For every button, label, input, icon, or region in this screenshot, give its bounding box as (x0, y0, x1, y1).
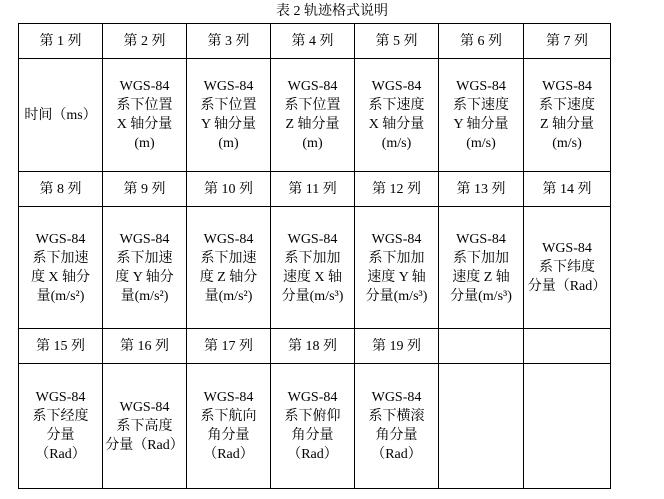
description-row (19, 59, 611, 172)
description-line: 系下加速 (116, 250, 173, 266)
description-cell (103, 364, 187, 489)
description-line: (m) (218, 136, 239, 151)
description-line: WGS-84 (287, 231, 338, 247)
description-line: X 轴分量 (368, 117, 425, 132)
description-line: 分量（Rad） (527, 279, 607, 294)
description-line: （Rad） (35, 447, 86, 462)
description-line: (m/s) (466, 136, 496, 151)
column-header-cell: 第 13 列 (439, 172, 524, 207)
description-line: Y 轴分量 (453, 117, 509, 132)
description-line: WGS-84 (542, 79, 592, 94)
column-header-cell: 第 4 列 (271, 24, 355, 59)
description-cell (19, 364, 103, 489)
description-line: 角分量 (207, 428, 250, 443)
description-line: 分量(m/s³) (281, 288, 344, 304)
description-line: 速度 Y 轴 (367, 269, 426, 285)
description-line: WGS-84 (287, 390, 338, 405)
description-line: Z 轴分量 (285, 117, 340, 132)
header-row (19, 24, 611, 59)
description-cell (19, 207, 103, 329)
description-line: WGS-84 (35, 390, 86, 405)
description-line: 速度 X 轴 (282, 269, 343, 285)
column-header-cell: 第 2 列 (103, 24, 187, 59)
description-row (19, 364, 611, 489)
column-header-cell: 第 3 列 (187, 24, 271, 59)
description-line: (m/s) (381, 136, 412, 151)
description-line: 时间（ms） (24, 107, 97, 123)
description-line: 度 Z 轴分 (199, 269, 258, 285)
description-line: WGS-84 (371, 231, 422, 247)
description-line: WGS-84 (119, 231, 170, 247)
column-header-cell: 第 10 列 (187, 172, 271, 207)
description-cell (187, 59, 271, 172)
description-line: 系下加加 (284, 250, 341, 266)
description-line: 系下航向 (200, 409, 257, 424)
description-line: (m) (302, 136, 323, 151)
description-line: 系下位置 (116, 98, 173, 113)
column-header-cell: 第 7 列 (524, 24, 611, 59)
description-line: 系下加速 (200, 250, 257, 266)
description-line: 分量（Rad） (105, 437, 184, 453)
description-cell (439, 59, 524, 172)
description-cell (103, 207, 187, 329)
description-line: WGS-84 (203, 231, 254, 247)
column-header-cell: 第 17 列 (187, 329, 271, 364)
description-line: 系下纬度 (539, 260, 595, 275)
description-line: 系下速度 (539, 98, 595, 113)
column-header-cell: 第 11 列 (271, 172, 355, 207)
description-line: 角分量 (291, 428, 334, 443)
description-line: X 轴分量 (116, 117, 173, 132)
description-line: WGS-84 (287, 79, 338, 94)
description-line: 量(m/s²) (120, 288, 169, 304)
description-cell (271, 207, 355, 329)
description-line: WGS-84 (456, 79, 506, 94)
description-line: Z 轴分量 (539, 117, 595, 132)
description-line: Y 轴分量 (200, 117, 257, 132)
column-header-cell: 第 15 列 (19, 329, 103, 364)
description-line: 角分量 (375, 428, 418, 443)
description-cell (439, 207, 524, 329)
description-cell (524, 207, 611, 329)
description-cell (271, 59, 355, 172)
description-line: WGS-84 (35, 231, 86, 247)
description-line: 系下速度 (453, 98, 509, 113)
description-line: 系下位置 (284, 98, 341, 113)
trajectory-format-table (18, 23, 611, 489)
description-line: 系下加加 (453, 250, 509, 266)
description-line: WGS-84 (203, 79, 254, 94)
description-line: （Rad） (203, 447, 254, 462)
description-line: 分量(m/s³) (450, 288, 512, 304)
description-cell (524, 59, 611, 172)
description-line: 系下速度 (368, 98, 425, 113)
description-cell (19, 59, 103, 172)
description-line: (m/s) (552, 136, 582, 151)
description-cell (187, 207, 271, 329)
description-cell (355, 364, 439, 489)
empty-cell (439, 329, 524, 364)
description-line: （Rad） (287, 447, 338, 462)
description-line: (m) (134, 136, 155, 151)
description-cell (355, 59, 439, 172)
empty-cell (524, 364, 611, 489)
description-line: 度 X 轴分 (30, 269, 91, 285)
description-line: WGS-84 (542, 241, 592, 256)
description-line: 系下俯仰 (284, 409, 341, 424)
description-line: 度 Y 轴分 (115, 269, 174, 285)
column-header-cell: 第 6 列 (439, 24, 524, 59)
description-line: 量(m/s²) (36, 288, 85, 304)
description-line: WGS-84 (371, 390, 422, 405)
description-line: 系下位置 (200, 98, 257, 113)
description-line: （Rad） (371, 447, 422, 462)
description-line: 分量(m/s³) (365, 288, 428, 304)
column-header-cell: 第 1 列 (19, 24, 103, 59)
description-line: 系下加速 (32, 250, 89, 266)
description-line: WGS-84 (456, 231, 506, 247)
description-cell (187, 364, 271, 489)
description-line: 量(m/s²) (204, 288, 253, 304)
column-header-cell: 第 5 列 (355, 24, 439, 59)
table-caption: 表 2 轨迹格式说明 (276, 4, 388, 19)
description-line: 速度 Z 轴 (452, 269, 510, 285)
description-line: WGS-84 (119, 79, 170, 94)
column-header-cell: 第 16 列 (103, 329, 187, 364)
description-line: 系下经度 (32, 409, 89, 424)
description-cell (271, 364, 355, 489)
empty-cell (524, 329, 611, 364)
description-cell (103, 59, 187, 172)
description-line: WGS-84 (119, 399, 170, 415)
description-cell (355, 207, 439, 329)
column-header-cell: 第 14 列 (524, 172, 611, 207)
description-line: 系下加加 (368, 250, 425, 266)
column-header-cell: 第 9 列 (103, 172, 187, 207)
description-line: WGS-84 (203, 390, 254, 405)
column-header-cell: 第 19 列 (355, 329, 439, 364)
description-line: 系下横滚 (368, 409, 425, 424)
column-header-cell: 第 18 列 (271, 329, 355, 364)
column-header-cell: 第 8 列 (19, 172, 103, 207)
header-row (19, 172, 611, 207)
header-row (19, 329, 611, 364)
empty-cell (439, 364, 524, 489)
description-line: WGS-84 (371, 79, 422, 94)
column-header-cell: 第 12 列 (355, 172, 439, 207)
description-line: 系下高度 (116, 418, 173, 434)
description-line: 分量 (46, 428, 75, 443)
description-row (19, 207, 611, 329)
